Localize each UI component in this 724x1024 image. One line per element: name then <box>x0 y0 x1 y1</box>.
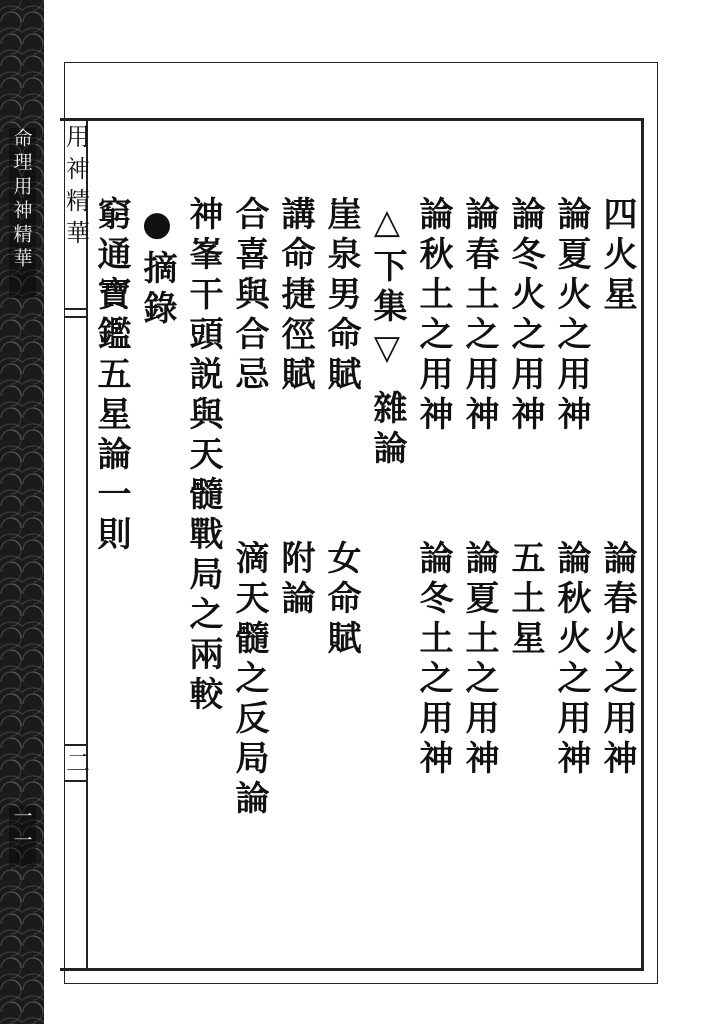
toc-entry: 四火星 <box>597 196 637 316</box>
toc-entry: 論秋土之用神 <box>413 196 453 436</box>
section-heading: △下集▽ <box>367 202 407 374</box>
toc-entry: 論春火之用神 <box>597 540 637 780</box>
margin-divider <box>64 744 86 746</box>
toc-entry: 講命捷徑賦 <box>275 196 315 396</box>
toc-entry: 滴天髓之反局論 <box>229 540 269 820</box>
toc-entry: 女命賦 <box>321 540 361 660</box>
toc-entry: 論秋火之用神 <box>551 540 591 780</box>
margin-divider <box>64 316 86 318</box>
spine-book-title: 命理用神精華 <box>0 128 44 298</box>
margin-divider <box>64 308 86 310</box>
toc-entry: 論冬火之用神 <box>505 196 545 436</box>
toc-entry: 崖泉男命賦 <box>321 196 361 396</box>
section-heading: ●摘錄 <box>137 204 177 330</box>
toc-entry: 附論 <box>275 540 315 620</box>
toc-entry: 論夏火之用神 <box>551 196 591 436</box>
margin-title: 用神精華 <box>61 124 90 252</box>
toc-entry: 窮通寶鑑五星論一則 <box>91 196 131 556</box>
spine-page-number: 一一 <box>0 806 44 866</box>
section-heading: 雜論 <box>367 390 407 470</box>
margin-page-number: 二 <box>61 750 90 774</box>
toc-entry: 論冬土之用神 <box>413 540 453 780</box>
margin-divider <box>64 780 86 782</box>
toc-entry: 論夏土之用神 <box>459 540 499 780</box>
toc-entry: 神峯干頭説與天髓戰局之兩較 <box>183 196 223 716</box>
toc-entry: 五土星 <box>505 540 545 660</box>
toc-entry: 論春土之用神 <box>459 196 499 436</box>
toc-entry: 合喜與合忌 <box>229 196 269 396</box>
